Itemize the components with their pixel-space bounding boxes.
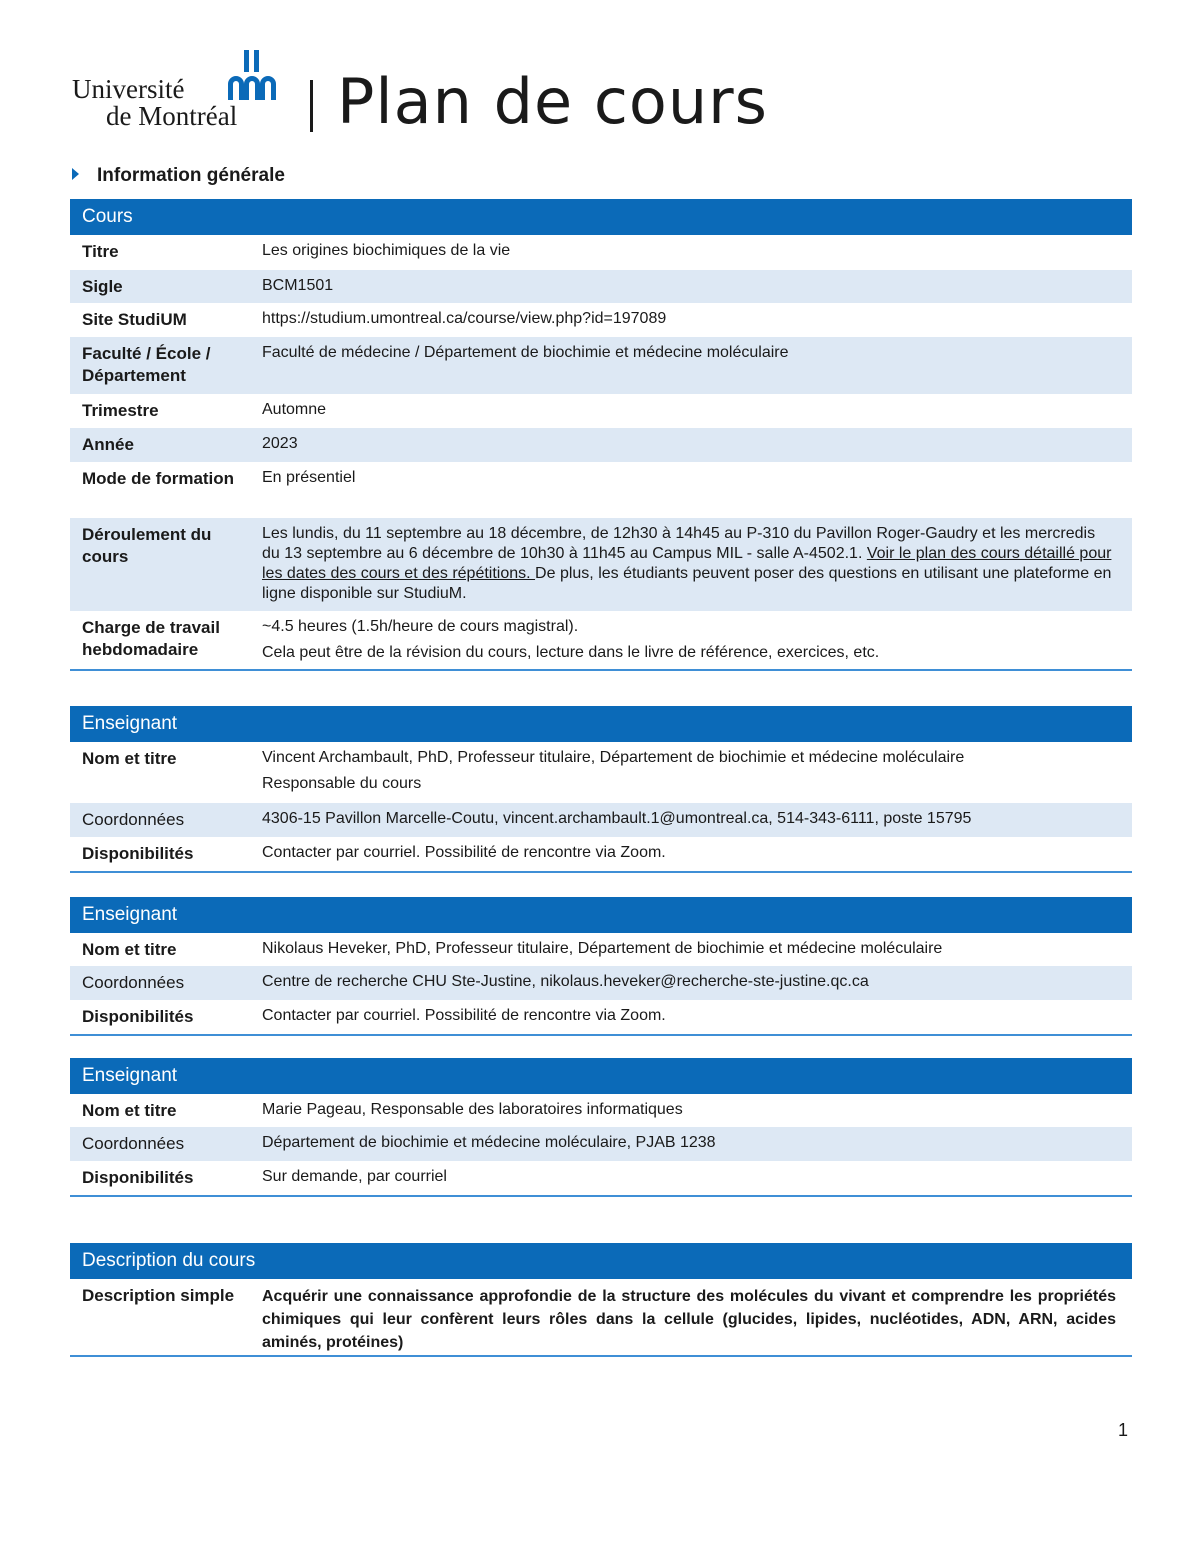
table-row xyxy=(70,428,1132,462)
row-key: Sigle xyxy=(82,277,123,296)
university-wordmark xyxy=(72,76,237,130)
row-value: Contacter par courriel. Possibilité de rencontre via Zoom. xyxy=(262,1007,666,1024)
cours-table-heading: Cours xyxy=(70,199,1132,235)
row-value: Département de biochimie et médecine moléculaire, PJAB 1238 xyxy=(262,1134,716,1151)
description-heading: Description du cours xyxy=(70,1243,1132,1279)
table-row xyxy=(70,933,1132,966)
row-value: Centre de recherche CHU Ste-Justine, nikolaus.heveker@recherche-ste-justine.qc.ca xyxy=(262,973,869,990)
row-value: Les origines biochimiques de la vie xyxy=(262,242,511,259)
table-row xyxy=(70,803,1132,837)
row-value: Automne xyxy=(262,401,327,418)
page-title: Plan de cours xyxy=(337,65,768,138)
nom-text: Vincent Archambault, PhD, Professeur titulaire, Département de biochimie et médecine moléculaire xyxy=(262,749,965,766)
table-row xyxy=(70,611,1132,669)
table-row xyxy=(70,1279,1132,1355)
enseignant-heading: Enseignant xyxy=(70,897,1132,933)
university-line-1: Université xyxy=(72,74,185,104)
table-row xyxy=(70,462,1132,518)
udem-logo-icon xyxy=(226,50,278,102)
row-key: Déroulement du cours xyxy=(82,525,212,566)
row-key: Coordonnées xyxy=(82,810,185,829)
row-key: Année xyxy=(82,435,134,454)
row-value: Contacter par courriel. Possibilité de rencontre via Zoom. xyxy=(262,844,666,861)
charge-line-2: Cela peut être de la révision du cours, lecture dans le livre de référence, exercices, etc. xyxy=(262,644,880,661)
table-row xyxy=(70,1127,1132,1161)
row-key: Mode de formation xyxy=(82,469,235,488)
row-value: Nikolaus Heveker, PhD, Professeur titulaire, Département de biochimie et médecine moléculaire xyxy=(262,940,943,957)
table-row xyxy=(70,966,1132,1000)
enseignant-heading: Enseignant xyxy=(70,706,1132,742)
row-key: Nom et titre xyxy=(82,1101,177,1120)
table-row xyxy=(70,742,1132,803)
enseignant-table-1 xyxy=(70,706,1132,873)
title-separator xyxy=(310,80,313,132)
deroulement-text-2: De plus, les étudiants peuvent poser des questions en utilisant une plateforme en ligne disponible sur StudiuM. xyxy=(262,565,1112,602)
table-row xyxy=(70,337,1132,394)
deroulement-value xyxy=(262,518,1132,611)
row-key: Disponibilités xyxy=(82,1168,194,1187)
row-value: Sur demande, par courriel xyxy=(262,1168,447,1185)
row-value: 2023 xyxy=(262,435,298,452)
table-row xyxy=(70,518,1132,611)
row-value: BCM1501 xyxy=(262,277,334,294)
plan-detail-link[interactable]: Voir le plan des cours détaillé pour les dates des cours et des répétitions. xyxy=(262,545,1112,582)
table-row xyxy=(70,303,1132,337)
row-key: Site StudiUM xyxy=(82,310,187,329)
row-key: Charge de travail hebdomadaire xyxy=(82,618,220,659)
deroulement-text-1: Les lundis, du 11 septembre au 18 décembre, de 12h30 à 14h45 au P-310 du Pavillon Roger-Gaudry et les mercredis du 13 septembre au 6 décembre de 10h30 à 11h45 au Campus MIL - salle A-4502.1. xyxy=(262,525,1096,562)
row-key: Disponibilités xyxy=(82,844,194,863)
row-key: Coordonnées xyxy=(82,1134,185,1153)
row-key: Trimestre xyxy=(82,401,159,420)
description-value: Acquérir une connaissance approfondie de la structure des molécules du vivant et comprendre les propriétés chimiques qui leur confèrent leurs rôles dans la cellule (glucides, lipides, nucléotides, ADN, ARN, acides aminés, protéines) xyxy=(262,1288,1116,1351)
row-key: Coordonnées xyxy=(82,973,185,992)
row-key: Disponibilités xyxy=(82,1007,194,1026)
table-row xyxy=(70,1000,1132,1034)
row-value: Faculté de médecine / Département de biochimie et médecine moléculaire xyxy=(262,344,789,361)
enseignant-heading: Enseignant xyxy=(70,1058,1132,1094)
row-value: En présentiel xyxy=(262,469,356,486)
section-heading xyxy=(72,165,285,187)
studium-link[interactable]: https://studium.umontreal.ca/course/view.php?id=197089 xyxy=(262,310,667,327)
university-line-2: de Montréal xyxy=(106,101,238,131)
enseignant-table-3 xyxy=(70,1058,1132,1197)
table-row xyxy=(70,270,1132,303)
table-row xyxy=(70,837,1132,871)
charge-line-1: ~4.5 heures (1.5h/heure de cours magistral). xyxy=(262,618,579,635)
nom-value xyxy=(262,742,1132,803)
charge-value xyxy=(262,611,1132,669)
row-key: Nom et titre xyxy=(82,940,177,959)
table-row xyxy=(70,394,1132,428)
page-number: 1 xyxy=(1118,1420,1129,1440)
row-key: Nom et titre xyxy=(82,749,177,768)
nom-sub: Responsable du cours xyxy=(262,775,422,792)
document-header xyxy=(72,46,832,136)
description-table xyxy=(70,1243,1132,1357)
row-key: Titre xyxy=(82,242,119,261)
row-key: Description simple xyxy=(82,1286,235,1305)
row-key: Faculté / École / Département xyxy=(82,344,211,385)
row-value: 4306-15 Pavillon Marcelle-Coutu, vincent.archambault.1@umontreal.ca, 514-343-6111, poste 15795 xyxy=(262,810,972,827)
table-row xyxy=(70,1094,1132,1127)
section-heading-label: Information générale xyxy=(97,165,285,186)
cours-table xyxy=(70,199,1132,671)
row-value: Marie Pageau, Responsable des laboratoires informatiques xyxy=(262,1101,683,1118)
triangle-right-icon xyxy=(72,168,79,180)
table-row xyxy=(70,1161,1132,1195)
table-row xyxy=(70,235,1132,270)
enseignant-table-2 xyxy=(70,897,1132,1036)
